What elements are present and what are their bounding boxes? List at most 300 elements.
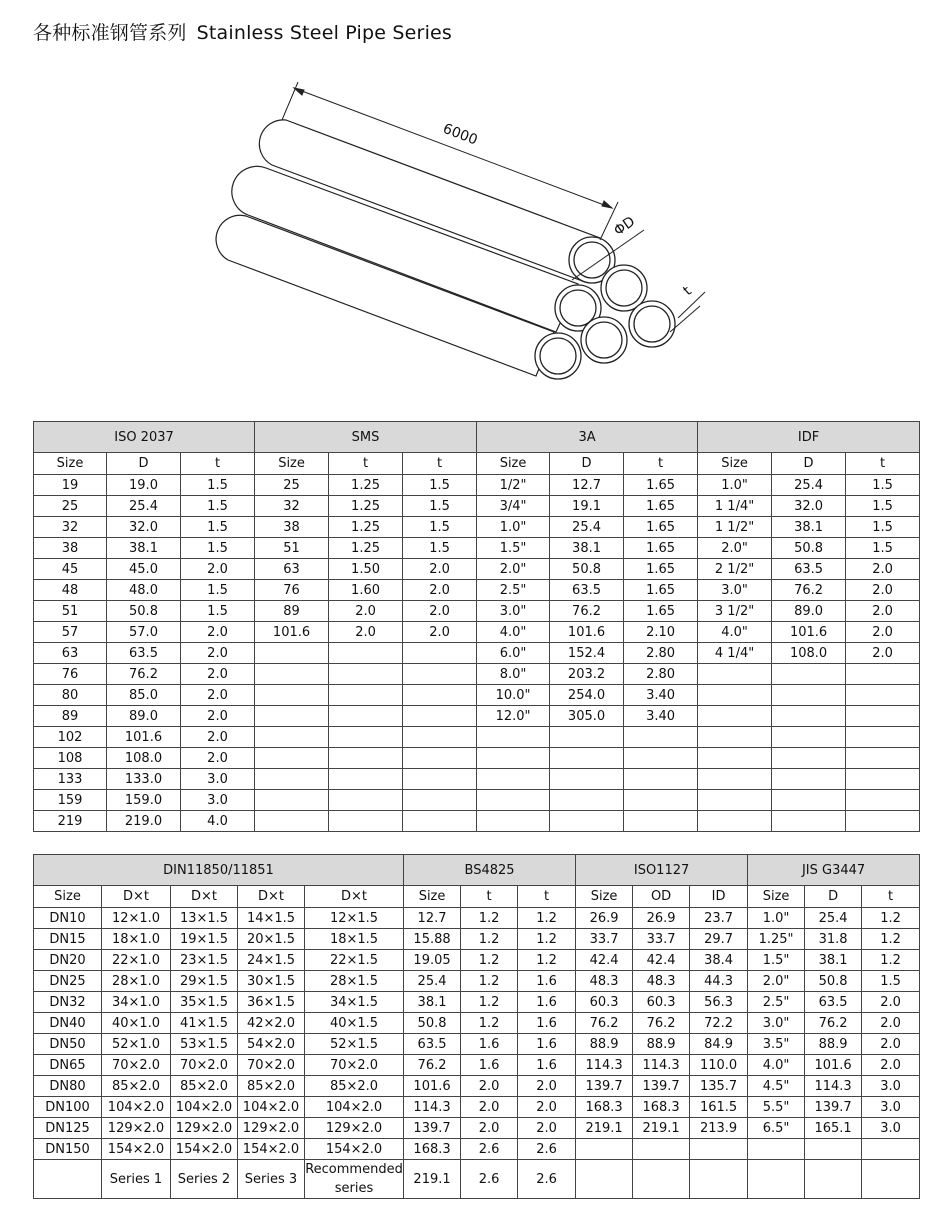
table-cell — [329, 706, 403, 727]
table-cell: 30×1.5 — [238, 971, 305, 992]
table-cell: 22×1.5 — [305, 950, 404, 971]
table-cell: 57 — [34, 622, 107, 643]
table-cell: 4.0" — [698, 622, 772, 643]
table-cell: 18×1.0 — [102, 929, 171, 950]
table-cell: Series 3 — [238, 1160, 305, 1199]
table-cell: 42.4 — [576, 950, 633, 971]
table-cell: 129×2.0 — [102, 1118, 171, 1139]
table-cell — [255, 685, 329, 706]
table-cell: 2.10 — [624, 622, 698, 643]
table-cell: 1.6 — [518, 971, 576, 992]
table-cell: 85×2.0 — [238, 1076, 305, 1097]
table-cell: 38.1 — [772, 517, 846, 538]
table-cell: 2.0 — [181, 559, 255, 580]
table-cell: 213.9 — [690, 1118, 748, 1139]
table-row — [34, 475, 920, 496]
table-cell — [329, 811, 403, 832]
table-cell: 6.5" — [748, 1118, 805, 1139]
table-cell: 1.2 — [461, 908, 518, 929]
column-header: D — [550, 453, 624, 475]
table-cell: 42.4 — [633, 950, 690, 971]
table-cell — [846, 706, 920, 727]
table-cell — [846, 685, 920, 706]
table-cell: 6.0" — [477, 643, 550, 664]
table-cell: 51 — [34, 601, 107, 622]
table-row — [34, 1034, 920, 1055]
table-cell: 1.0" — [477, 517, 550, 538]
table-cell — [698, 664, 772, 685]
table-cell: 4.0" — [477, 622, 550, 643]
column-header: t — [846, 453, 920, 475]
table-cell — [633, 1139, 690, 1160]
column-header: t — [862, 886, 920, 908]
column-header: t — [329, 453, 403, 475]
table-cell: 41×1.5 — [171, 1013, 238, 1034]
group-header-iso1127: ISO1127 — [576, 855, 748, 886]
table-cell: 34×1.5 — [305, 992, 404, 1013]
table-cell: 19 — [34, 475, 107, 496]
table-cell: 25.4 — [772, 475, 846, 496]
table-cell: 38.1 — [404, 992, 461, 1013]
table-cell: 102 — [34, 727, 107, 748]
table-cell: 129×2.0 — [171, 1118, 238, 1139]
table-cell: 45 — [34, 559, 107, 580]
table-cell: 1.65 — [624, 559, 698, 580]
table-cell: 76 — [255, 580, 329, 601]
table-cell — [698, 769, 772, 790]
table-row — [34, 643, 920, 664]
table-cell: 101.6 — [255, 622, 329, 643]
table-cell: 48.0 — [107, 580, 181, 601]
table-cell: 2.0 — [403, 559, 477, 580]
group-header-idf: IDF — [698, 422, 920, 453]
table-cell: 3/4" — [477, 496, 550, 517]
table-row — [34, 1076, 920, 1097]
table-cell: 154×2.0 — [238, 1139, 305, 1160]
table-cell: 76.2 — [404, 1055, 461, 1076]
group-header-bs4825: BS4825 — [404, 855, 576, 886]
table-row — [34, 664, 920, 685]
table-cell: 10.0" — [477, 685, 550, 706]
table-cell: 76.2 — [772, 580, 846, 601]
table-cell: 159 — [34, 790, 107, 811]
table-row — [34, 929, 920, 950]
table-cell: 1.0" — [748, 908, 805, 929]
table-cell: 1.5 — [403, 538, 477, 559]
table-cell: 63.5 — [404, 1034, 461, 1055]
table-cell: 104×2.0 — [171, 1097, 238, 1118]
column-header: D×t — [171, 886, 238, 908]
table-cell: 88.9 — [576, 1034, 633, 1055]
table-cell: 25.4 — [805, 908, 862, 929]
table-cell: 219.1 — [576, 1118, 633, 1139]
table-cell: 101.6 — [772, 622, 846, 643]
table-cell: 44.3 — [690, 971, 748, 992]
table-row — [34, 811, 920, 832]
table-cell: 1.2 — [518, 929, 576, 950]
table-cell: DN125 — [34, 1118, 102, 1139]
table-cell — [550, 727, 624, 748]
table-cell: 2.0 — [846, 622, 920, 643]
table-cell — [329, 727, 403, 748]
table-cell — [846, 727, 920, 748]
table-cell — [329, 748, 403, 769]
title-english: Stainless Steel Pipe Series — [196, 22, 453, 44]
table-cell: 38.1 — [805, 950, 862, 971]
table-cell: 168.3 — [576, 1097, 633, 1118]
table-cell: 139.7 — [576, 1076, 633, 1097]
table-cell: 1.5 — [181, 580, 255, 601]
table-cell: 35×1.5 — [171, 992, 238, 1013]
column-header: t — [518, 886, 576, 908]
table-cell — [690, 1160, 748, 1199]
table-cell: 19.0 — [107, 475, 181, 496]
thickness-label: t — [680, 283, 695, 300]
table-cell: 1.65 — [624, 517, 698, 538]
table-cell: 63.5 — [107, 643, 181, 664]
table-cell: 70×2.0 — [238, 1055, 305, 1076]
table-cell: 23.7 — [690, 908, 748, 929]
column-header: t — [403, 453, 477, 475]
table-cell: DN15 — [34, 929, 102, 950]
table-cell: 34×1.0 — [102, 992, 171, 1013]
table-row — [34, 950, 920, 971]
table-cell: 45.0 — [107, 559, 181, 580]
table-cell: 114.3 — [805, 1076, 862, 1097]
table-cell: 1.5 — [181, 475, 255, 496]
table-cell: 1 1/4" — [698, 496, 772, 517]
table-cell — [846, 664, 920, 685]
table-cell: 38.1 — [107, 538, 181, 559]
table-cell: 1.65 — [624, 538, 698, 559]
table-row — [34, 1013, 920, 1034]
table-cell: 2.0 — [181, 685, 255, 706]
table-cell: 2.0 — [181, 727, 255, 748]
table-cell: DN32 — [34, 992, 102, 1013]
table-cell: 76.2 — [805, 1013, 862, 1034]
table-cell: 50.8 — [805, 971, 862, 992]
table-cell — [846, 811, 920, 832]
table-cell: 3.0" — [698, 580, 772, 601]
table-cell — [772, 706, 846, 727]
column-header: t — [624, 453, 698, 475]
column-header: Size — [404, 886, 461, 908]
table-cell — [329, 664, 403, 685]
table-cell: 85×2.0 — [171, 1076, 238, 1097]
table-cell: 60.3 — [633, 992, 690, 1013]
table-cell — [550, 811, 624, 832]
table-cell: 3.0 — [862, 1076, 920, 1097]
column-header: D×t — [238, 886, 305, 908]
table-cell: 85.0 — [107, 685, 181, 706]
table-cell: 2.0 — [862, 1013, 920, 1034]
table-cell: 2.0 — [329, 622, 403, 643]
table-cell — [477, 790, 550, 811]
table-cell — [805, 1160, 862, 1199]
group-header-sms: SMS — [255, 422, 477, 453]
column-header: D×t — [305, 886, 404, 908]
table-cell: 168.3 — [404, 1139, 461, 1160]
table-row — [34, 1055, 920, 1076]
table-cell: 2.80 — [624, 664, 698, 685]
table-cell — [403, 811, 477, 832]
table-cell: 48.3 — [576, 971, 633, 992]
table-cell: 3.40 — [624, 685, 698, 706]
table-cell — [34, 1160, 102, 1199]
table-cell: 12×1.5 — [305, 908, 404, 929]
table-cell: 89 — [34, 706, 107, 727]
column-header: t — [461, 886, 518, 908]
table-cell: 48 — [34, 580, 107, 601]
table-cell — [772, 811, 846, 832]
table-cell — [550, 769, 624, 790]
table-cell — [329, 790, 403, 811]
table-cell: 139.7 — [633, 1076, 690, 1097]
table-row — [34, 496, 920, 517]
table-cell: 4.0" — [748, 1055, 805, 1076]
table-row — [34, 1097, 920, 1118]
table-cell: 154×2.0 — [102, 1139, 171, 1160]
table-cell: 2.6 — [461, 1139, 518, 1160]
table-cell — [550, 790, 624, 811]
table-row — [34, 727, 920, 748]
table-cell: 1.50 — [329, 559, 403, 580]
table-cell — [477, 748, 550, 769]
table-cell: 88.9 — [805, 1034, 862, 1055]
table-cell: 1.5 — [846, 475, 920, 496]
table-cell: 1.6 — [518, 992, 576, 1013]
table-cell: 85×2.0 — [102, 1076, 171, 1097]
table-cell: 1/2" — [477, 475, 550, 496]
table-row — [34, 559, 920, 580]
table-cell: 1.65 — [624, 580, 698, 601]
table-cell: 133.0 — [107, 769, 181, 790]
column-header: Size — [255, 453, 329, 475]
table-cell — [624, 727, 698, 748]
table-cell: 20×1.5 — [238, 929, 305, 950]
table-cell: 3 1/2" — [698, 601, 772, 622]
table-cell — [255, 748, 329, 769]
table-cell: 2.0 — [181, 622, 255, 643]
table-cell: 1.6 — [461, 1034, 518, 1055]
table-cell: 25 — [34, 496, 107, 517]
table-cell: 3.0 — [862, 1118, 920, 1139]
table-cell: Series 2 — [171, 1160, 238, 1199]
length-label: 6000 — [440, 120, 480, 149]
table-cell: 2.0 — [329, 601, 403, 622]
diameter-label: ΦD — [611, 213, 639, 240]
table-cell: 1.5" — [477, 538, 550, 559]
table-cell: 219 — [34, 811, 107, 832]
table-cell: 1.5 — [846, 538, 920, 559]
table-cell: 63.5 — [772, 559, 846, 580]
table-cell: 3.0 — [181, 769, 255, 790]
table-cell: 33.7 — [576, 929, 633, 950]
column-header: Size — [34, 453, 107, 475]
table-cell: 114.3 — [576, 1055, 633, 1076]
table-cell: 1.0" — [698, 475, 772, 496]
table-cell: 305.0 — [550, 706, 624, 727]
table-cell: 1.25" — [748, 929, 805, 950]
table-cell: 18×1.5 — [305, 929, 404, 950]
table-cell: 1.65 — [624, 601, 698, 622]
table-cell: 14×1.5 — [238, 908, 305, 929]
table-cell: 1.2 — [518, 908, 576, 929]
table-cell: 4.0 — [181, 811, 255, 832]
table-cell: 1.25 — [329, 517, 403, 538]
table-cell — [477, 769, 550, 790]
table-cell: 38 — [34, 538, 107, 559]
table-cell: 3.0 — [181, 790, 255, 811]
table-cell: 2.0 — [181, 664, 255, 685]
table-cell: 1.2 — [461, 929, 518, 950]
table-cell: 85×2.0 — [305, 1076, 404, 1097]
table-cell: 2.0 — [846, 580, 920, 601]
table-cell: 70×2.0 — [171, 1055, 238, 1076]
table-cell: 76.2 — [550, 601, 624, 622]
column-header: D×t — [102, 886, 171, 908]
table-cell: 1.5 — [403, 496, 477, 517]
table-cell: 1.5 — [181, 538, 255, 559]
table-cell: 1.60 — [329, 580, 403, 601]
table-cell: 63.5 — [550, 580, 624, 601]
table-cell — [255, 727, 329, 748]
column-header: t — [181, 453, 255, 475]
table-cell: 1.5 — [403, 517, 477, 538]
table-row — [34, 748, 920, 769]
table-cell: 63.5 — [805, 992, 862, 1013]
table-cell — [698, 706, 772, 727]
table-cell — [748, 1160, 805, 1199]
table-cell: 1.2 — [461, 950, 518, 971]
table-cell — [477, 727, 550, 748]
table-cell — [698, 727, 772, 748]
table-cell — [698, 748, 772, 769]
table-cell: 52×1.0 — [102, 1034, 171, 1055]
table-cell — [403, 706, 477, 727]
table-cell — [403, 643, 477, 664]
table-cell: 26.9 — [576, 908, 633, 929]
column-header: Size — [34, 886, 102, 908]
table-cell — [805, 1139, 862, 1160]
pipe-table-din-bs-iso-jis — [33, 854, 920, 1199]
table-cell: 1.6 — [518, 1055, 576, 1076]
column-header: Size — [477, 453, 550, 475]
group-header-jis-g3447: JIS G3447 — [748, 855, 920, 886]
table-cell: 5.5" — [748, 1097, 805, 1118]
table-cell: 2.0 — [846, 559, 920, 580]
table-cell: 50.8 — [107, 601, 181, 622]
table-cell: 12.7 — [550, 475, 624, 496]
table-cell: 63 — [255, 559, 329, 580]
table-cell: 114.3 — [633, 1055, 690, 1076]
table-cell: 22×1.0 — [102, 950, 171, 971]
table-cell: 2.6 — [518, 1139, 576, 1160]
table-cell: 63 — [34, 643, 107, 664]
column-header: Size — [576, 886, 633, 908]
table-cell — [862, 1160, 920, 1199]
table-cell: 104×2.0 — [102, 1097, 171, 1118]
table-cell: 50.8 — [404, 1013, 461, 1034]
table-cell: 3.0 — [862, 1097, 920, 1118]
table-cell: 1.25 — [329, 496, 403, 517]
table-cell: 76.2 — [107, 664, 181, 685]
table-cell: 70×2.0 — [102, 1055, 171, 1076]
table-cell: 2.0 — [846, 643, 920, 664]
table-cell: Recommended series — [305, 1160, 404, 1199]
table-cell: 159.0 — [107, 790, 181, 811]
page-title — [33, 18, 452, 45]
table-cell — [772, 790, 846, 811]
table-cell: 2.5" — [477, 580, 550, 601]
table-cell — [772, 664, 846, 685]
table-cell: 19.05 — [404, 950, 461, 971]
table-cell: 54×2.0 — [238, 1034, 305, 1055]
table-cell: 70×2.0 — [305, 1055, 404, 1076]
table-cell: DN50 — [34, 1034, 102, 1055]
table-cell: 8.0" — [477, 664, 550, 685]
table-cell: 135.7 — [690, 1076, 748, 1097]
group-header-din11850: DIN11850/11851 — [34, 855, 404, 886]
table-cell — [403, 685, 477, 706]
table-cell: 12.7 — [404, 908, 461, 929]
group-header-3a: 3A — [477, 422, 698, 453]
table-cell — [624, 811, 698, 832]
table-cell: DN20 — [34, 950, 102, 971]
column-header: ID — [690, 886, 748, 908]
table-cell: 24×1.5 — [238, 950, 305, 971]
table-cell: 2.0 — [846, 601, 920, 622]
table-cell: 1.5" — [748, 950, 805, 971]
table-cell: 48.3 — [633, 971, 690, 992]
table-cell: 25 — [255, 475, 329, 496]
table-cell — [772, 769, 846, 790]
table-cell: 165.1 — [805, 1118, 862, 1139]
table-row — [34, 601, 920, 622]
table-cell: 80 — [34, 685, 107, 706]
pipe-illustration — [200, 70, 740, 400]
column-header: Size — [748, 886, 805, 908]
table-row — [34, 517, 920, 538]
pipe-table-iso-sms-3a-idf — [33, 421, 920, 832]
table-cell — [329, 685, 403, 706]
group-header-iso2037: ISO 2037 — [34, 422, 255, 453]
table-cell: 32.0 — [107, 517, 181, 538]
table-cell: 104×2.0 — [305, 1097, 404, 1118]
table-cell: 2.0 — [518, 1118, 576, 1139]
table-cell: 1 1/2" — [698, 517, 772, 538]
table-cell: 1.2 — [461, 971, 518, 992]
table-cell — [772, 727, 846, 748]
table-cell — [576, 1139, 633, 1160]
table-cell: 57.0 — [107, 622, 181, 643]
table-cell: 2.6 — [518, 1160, 576, 1199]
table-cell: 2.0 — [518, 1076, 576, 1097]
table-cell: 2.0 — [403, 601, 477, 622]
table-cell — [624, 769, 698, 790]
table-cell: 108.0 — [107, 748, 181, 769]
table-cell: 152.4 — [550, 643, 624, 664]
table-cell: 1.5 — [846, 496, 920, 517]
table-cell — [255, 643, 329, 664]
table-cell: 29.7 — [690, 929, 748, 950]
table-cell: 56.3 — [690, 992, 748, 1013]
table-cell: 2.0" — [698, 538, 772, 559]
table-cell: 2.0" — [748, 971, 805, 992]
table-cell: 108 — [34, 748, 107, 769]
table-cell: 254.0 — [550, 685, 624, 706]
table-cell: 2.0 — [461, 1118, 518, 1139]
